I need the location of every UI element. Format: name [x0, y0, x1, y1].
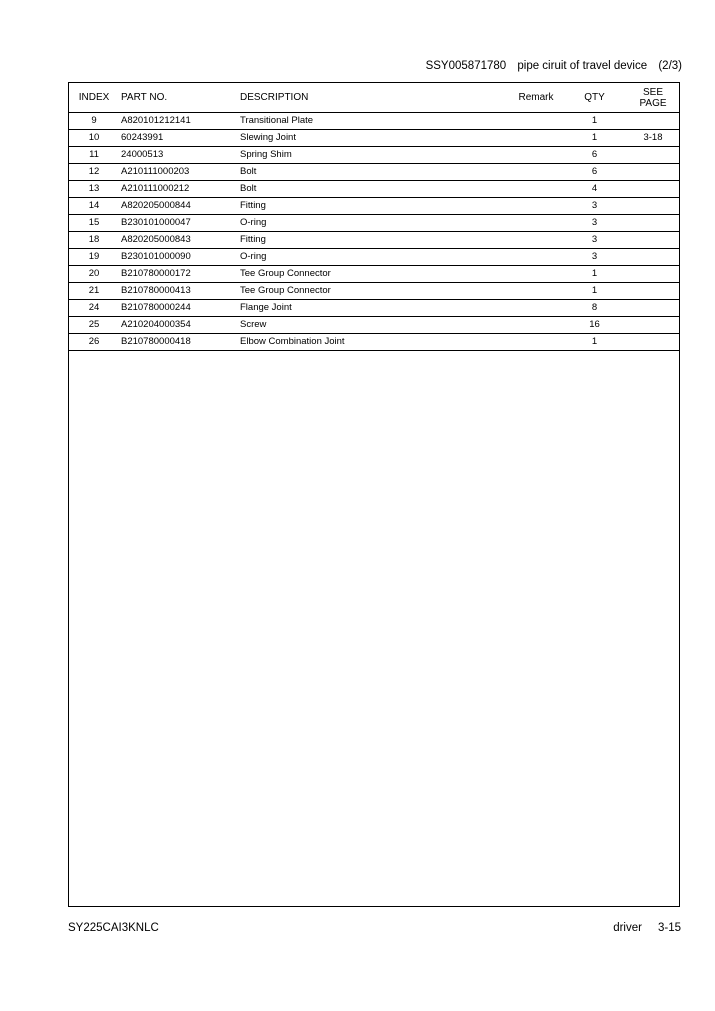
row-part-no: 24000513 — [119, 147, 240, 164]
row-qty: 1 — [562, 113, 627, 130]
row-see-page — [627, 266, 679, 283]
row-description: Bolt — [240, 164, 510, 181]
row-part-no: A820205000843 — [119, 232, 240, 249]
row-part-no: A210111000212 — [119, 181, 240, 198]
row-description: Fitting — [240, 198, 510, 215]
row-qty: 3 — [562, 249, 627, 266]
footer-page-number: 3-15 — [657, 922, 681, 934]
row-qty: 4 — [562, 181, 627, 198]
row-part-no: B230101000090 — [119, 249, 240, 266]
row-index: 24 — [69, 300, 119, 317]
table-row — [69, 334, 679, 351]
footer-section: driver — [613, 922, 642, 934]
footer-page-info — [613, 922, 681, 934]
row-see-page — [627, 249, 679, 266]
table-row — [69, 283, 679, 300]
row-part-no: B210780000418 — [119, 334, 240, 351]
row-index: 21 — [69, 283, 119, 300]
table-header-row — [69, 83, 679, 113]
row-description: Elbow Combination Joint — [240, 334, 510, 351]
col-index: INDEX — [69, 83, 119, 113]
table-row — [69, 317, 679, 334]
row-qty: 8 — [562, 300, 627, 317]
row-index: 26 — [69, 334, 119, 351]
row-description: Slewing Joint — [240, 130, 510, 147]
row-qty: 3 — [562, 215, 627, 232]
col-see-page-line2: PAGE — [639, 97, 667, 109]
row-description: Flange Joint — [240, 300, 510, 317]
col-remark: Remark — [510, 83, 562, 113]
table-row — [69, 266, 679, 283]
doc-code: SSY005871780 — [425, 60, 507, 72]
row-description: O-ring — [240, 215, 510, 232]
row-index: 10 — [69, 130, 119, 147]
row-part-no: A820205000844 — [119, 198, 240, 215]
row-index: 25 — [69, 317, 119, 334]
row-index: 19 — [69, 249, 119, 266]
row-remark — [510, 147, 562, 164]
row-remark — [510, 283, 562, 300]
row-description: Bolt — [240, 181, 510, 198]
row-remark — [510, 249, 562, 266]
row-qty: 1 — [562, 283, 627, 300]
table-body — [69, 113, 679, 351]
row-qty: 1 — [562, 266, 627, 283]
row-remark — [510, 130, 562, 147]
row-remark — [510, 334, 562, 351]
row-remark — [510, 215, 562, 232]
col-see-page — [627, 83, 679, 113]
table-row — [69, 232, 679, 249]
page-header — [418, 60, 682, 72]
row-qty: 1 — [562, 130, 627, 147]
row-see-page — [627, 113, 679, 130]
row-description: Fitting — [240, 232, 510, 249]
col-part-no: PART NO. — [119, 83, 240, 113]
row-description: Screw — [240, 317, 510, 334]
row-part-no: B210780000244 — [119, 300, 240, 317]
row-see-page — [627, 164, 679, 181]
row-see-page — [627, 300, 679, 317]
row-see-page — [627, 334, 679, 351]
row-index: 13 — [69, 181, 119, 198]
row-index: 15 — [69, 215, 119, 232]
table-row — [69, 130, 679, 147]
row-qty: 6 — [562, 147, 627, 164]
row-part-no: 60243991 — [119, 130, 240, 147]
row-remark — [510, 317, 562, 334]
row-part-no: B230101000047 — [119, 215, 240, 232]
page-part: (2/3) — [658, 60, 682, 72]
row-remark — [510, 198, 562, 215]
row-remark — [510, 113, 562, 130]
row-description: Tee Group Connector — [240, 283, 510, 300]
row-see-page — [627, 283, 679, 300]
row-see-page — [627, 215, 679, 232]
row-see-page — [627, 147, 679, 164]
row-remark — [510, 232, 562, 249]
row-remark — [510, 266, 562, 283]
table-row — [69, 249, 679, 266]
row-index: 14 — [69, 198, 119, 215]
row-remark — [510, 300, 562, 317]
parts-table — [69, 83, 679, 351]
col-qty: QTY — [562, 83, 627, 113]
row-remark — [510, 164, 562, 181]
row-index: 11 — [69, 147, 119, 164]
row-description: O-ring — [240, 249, 510, 266]
row-qty: 3 — [562, 232, 627, 249]
row-see-page — [627, 232, 679, 249]
row-description: Transitional Plate — [240, 113, 510, 130]
row-description: Spring Shim — [240, 147, 510, 164]
row-qty: 16 — [562, 317, 627, 334]
row-see-page — [627, 317, 679, 334]
table-row — [69, 181, 679, 198]
row-part-no: B210780000172 — [119, 266, 240, 283]
table-row — [69, 198, 679, 215]
col-see-page-line1: SEE — [642, 86, 663, 98]
row-qty: 1 — [562, 334, 627, 351]
row-qty: 3 — [562, 198, 627, 215]
row-see-page: 3-18 — [627, 130, 679, 147]
row-index: 20 — [69, 266, 119, 283]
table-row — [69, 164, 679, 181]
row-part-no: A210111000203 — [119, 164, 240, 181]
col-description: DESCRIPTION — [240, 83, 510, 113]
row-part-no: A820101212141 — [119, 113, 240, 130]
row-description: Tee Group Connector — [240, 266, 510, 283]
row-see-page — [627, 198, 679, 215]
table-row — [69, 113, 679, 130]
table-row — [69, 215, 679, 232]
table-row — [69, 300, 679, 317]
row-see-page — [627, 181, 679, 198]
footer-model: SY225CAI3KNLC — [68, 922, 159, 934]
doc-title: pipe ciruit of travel device — [517, 60, 648, 72]
table-row — [69, 147, 679, 164]
row-index: 18 — [69, 232, 119, 249]
row-part-no: B210780000413 — [119, 283, 240, 300]
row-index: 9 — [69, 113, 119, 130]
parts-list-frame — [68, 82, 680, 907]
row-index: 12 — [69, 164, 119, 181]
row-remark — [510, 181, 562, 198]
row-part-no: A210204000354 — [119, 317, 240, 334]
row-qty: 6 — [562, 164, 627, 181]
